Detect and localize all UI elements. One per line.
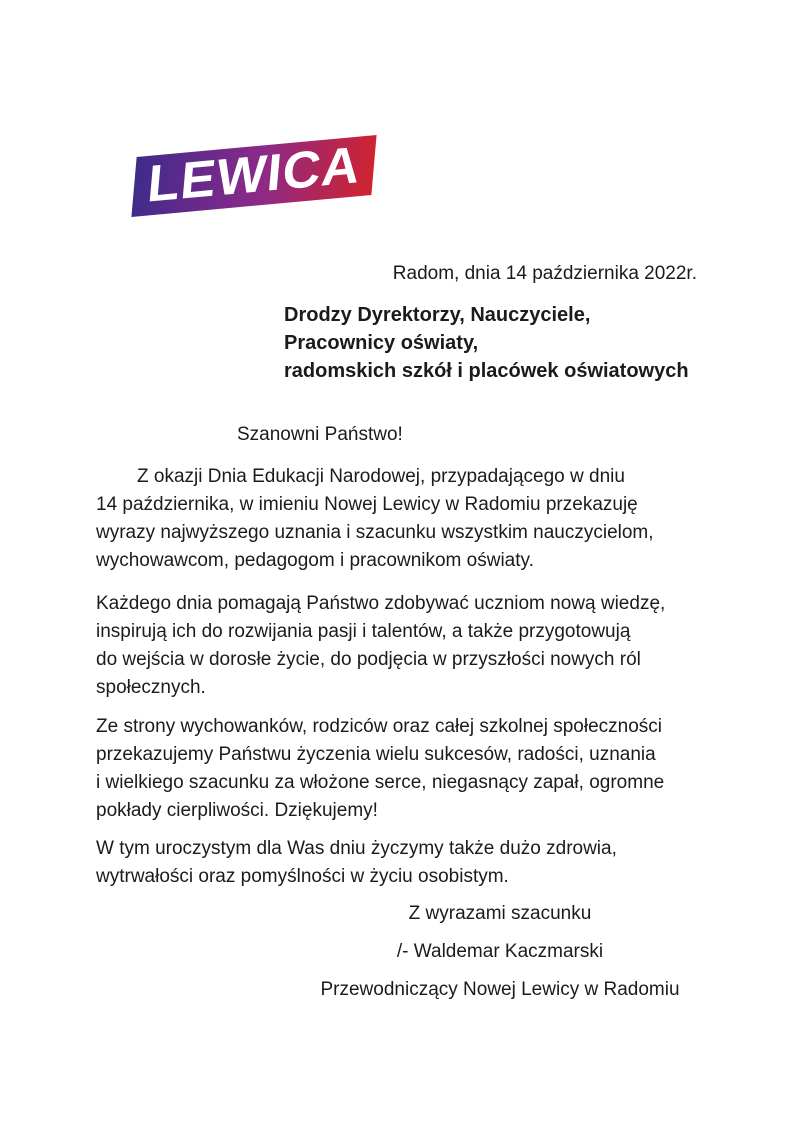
text-line: Drodzy Dyrektorzy, Nauczyciele, bbox=[284, 304, 591, 326]
text-line: wychowawcom, pedagogom i pracownikom oświaty. bbox=[96, 550, 534, 571]
closing-block bbox=[300, 900, 700, 1014]
closing-regards: Z wyrazami szacunku bbox=[408, 903, 592, 924]
letter-date: Radom, dnia 14 października 2022r. bbox=[392, 263, 697, 284]
lewica-logo bbox=[131, 135, 376, 217]
closing-signature: /- Waldemar Kaczmarski bbox=[396, 941, 604, 962]
paragraph-3 bbox=[96, 713, 708, 825]
text-line: społecznych. bbox=[96, 677, 206, 698]
text-line: Ze strony wychowanków, rodziców oraz całej szkolnej społeczności bbox=[96, 716, 663, 737]
paragraph-4 bbox=[96, 835, 708, 891]
text-line: wytrwałości oraz pomyślności w życiu osobistym. bbox=[96, 866, 509, 887]
addressee-block bbox=[284, 301, 689, 385]
text-line: inspirują ich do rozwijania pasji i talentów, a także przygotowują bbox=[96, 621, 631, 642]
text-line: pokłady cierpliwości. Dziękujemy! bbox=[96, 800, 378, 821]
text-line: Każdego dnia pomagają Państwo zdobywać uczniom nową wiedzę, bbox=[96, 593, 666, 614]
text-line: wyrazy najwyższego uznania i szacunku wszystkim nauczycielom, bbox=[96, 522, 654, 543]
closing-signer-title: Przewodniczący Nowej Lewicy w Radomiu bbox=[320, 979, 680, 1000]
text-line: Z okazji Dnia Edukacji Narodowej, przypadającego w dniu bbox=[137, 466, 625, 487]
text-line: i wielkiego szacunku za włożone serce, niegasnący zapał, ogromne bbox=[96, 772, 665, 793]
paragraph-1 bbox=[96, 463, 708, 575]
paragraph-2 bbox=[96, 590, 708, 702]
text-line: do wejścia w dorosłe życie, do podjęcia w przyszłości nowych ról bbox=[96, 649, 641, 670]
text-line: Pracownicy oświaty, bbox=[284, 332, 479, 354]
text-line: 14 października, w imieniu Nowej Lewicy w Radomiu przekazuję bbox=[96, 494, 638, 515]
text-line: W tym uroczystym dla Was dniu życzymy także dużo zdrowia, bbox=[96, 838, 617, 859]
text-line: przekazujemy Państwu życzenia wielu sukcesów, radości, uznania bbox=[96, 744, 656, 765]
lewica-logo-text: LEWICA bbox=[145, 135, 364, 214]
text-line: radomskich szkół i placówek oświatowych bbox=[284, 360, 689, 382]
salutation: Szanowni Państwo! bbox=[237, 424, 403, 445]
